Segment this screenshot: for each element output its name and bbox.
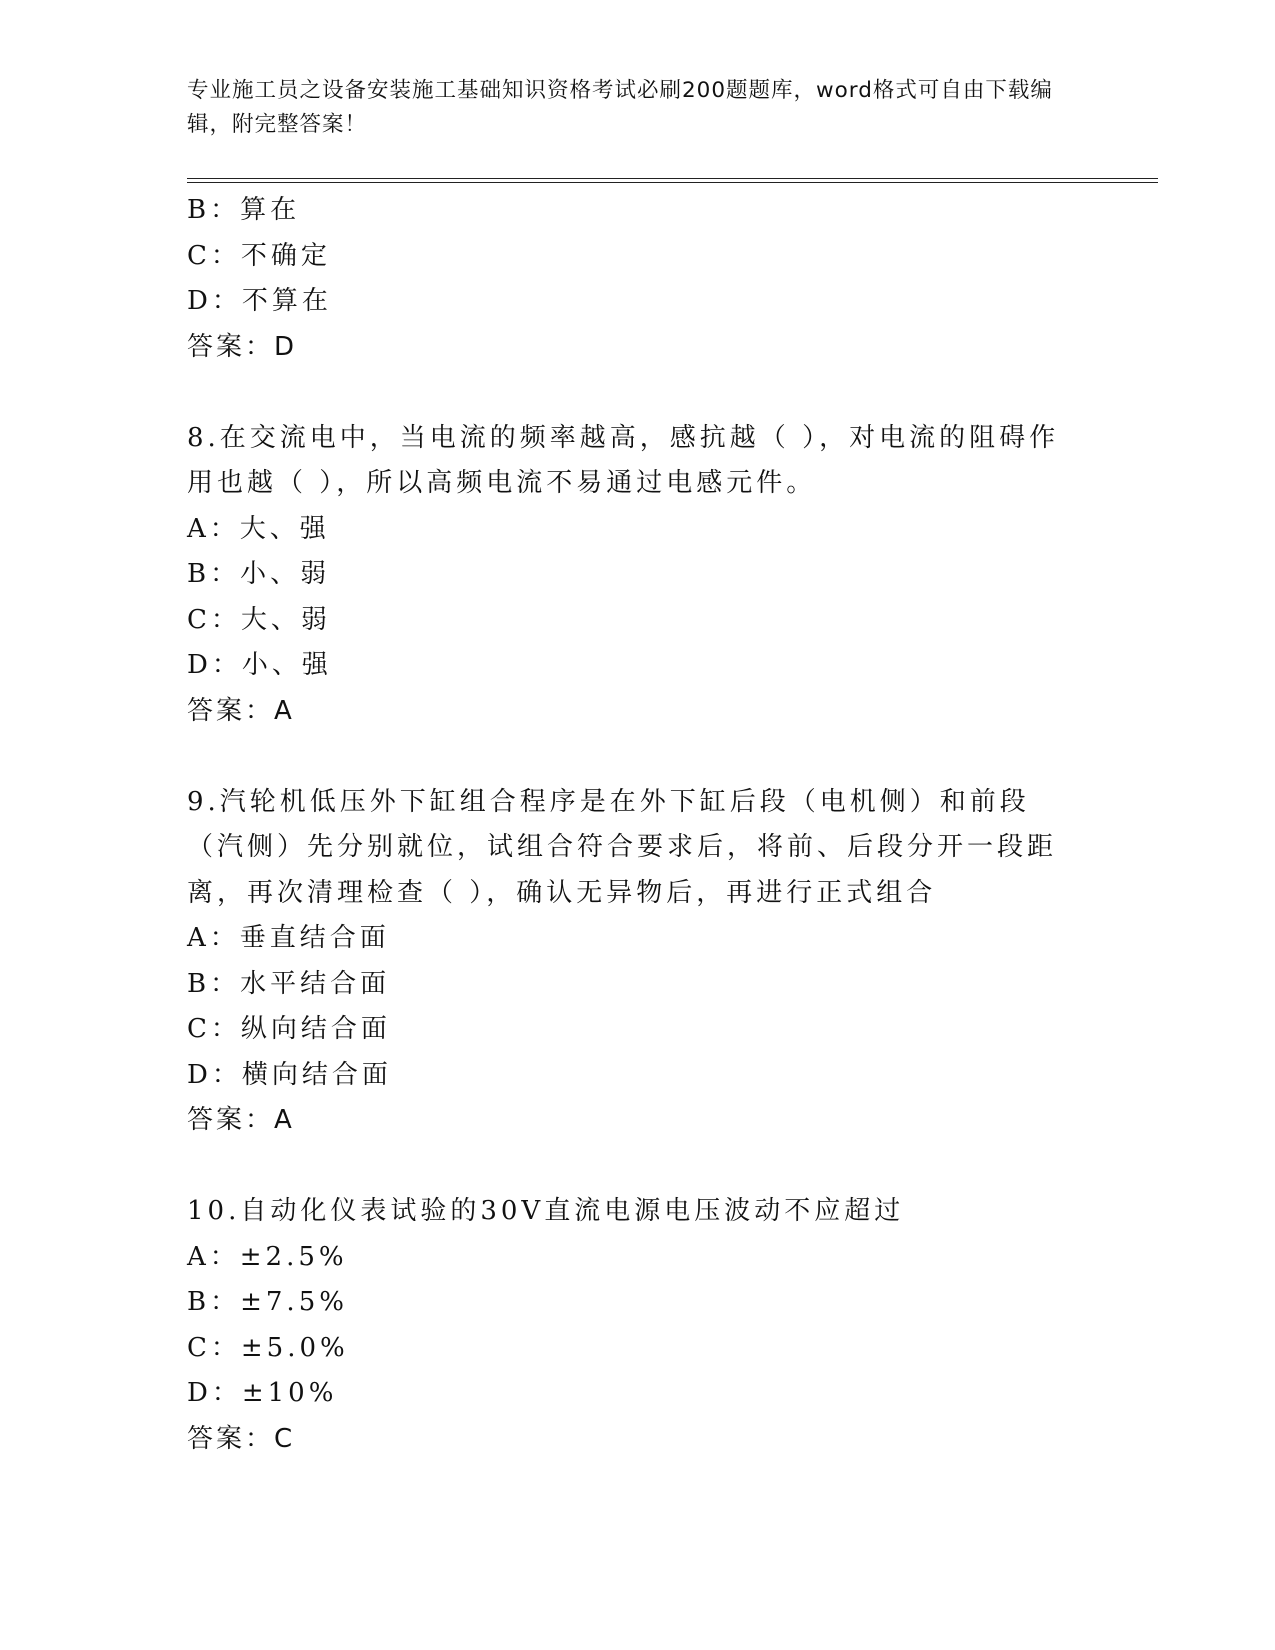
option-d: D：横向结合面 [187, 1059, 392, 1090]
option-b: B：小、弱 [187, 559, 331, 589]
option-b: B：±7.5% [187, 1287, 348, 1317]
spacer [187, 1144, 1087, 1190]
option-a: A：垂直结合面 [187, 923, 390, 953]
option-c: C：不确定 [187, 240, 331, 271]
question-9 [187, 780, 1087, 1144]
question-8 [187, 416, 1087, 735]
option-c: C：纵向结合面 [187, 1014, 391, 1044]
option-d: D：不算在 [187, 286, 332, 316]
option-c: C：大、弱 [187, 604, 331, 635]
option-a: A：大、强 [187, 513, 330, 544]
document-header: 专业施工员之设备安装施工基础知识资格考试必刷200题题库，word格式可自由下载编辑，附完整答案！ [187, 78, 1053, 137]
answer-line: 答案：A [187, 695, 295, 726]
spacer [187, 734, 1087, 780]
continued-question [187, 188, 1087, 370]
option-b: B：水平结合面 [187, 968, 391, 999]
option-b: B：算在 [187, 195, 301, 225]
option-d: D：小、强 [187, 650, 332, 680]
option-a: A：±2.5% [187, 1241, 348, 1272]
answer-line: 答案：D [187, 331, 298, 362]
answer-line: 答案：C [187, 1423, 296, 1454]
option-d: D：±10% [187, 1378, 338, 1408]
answer-line: 答案：A [187, 1105, 295, 1135]
question-stem: 8.在交流电中，当电流的频率越高，感抗越（ ），对电流的阻碍作用也越（ ），所以高频电流不易通过电感元件。 [187, 422, 1060, 498]
question-10 [187, 1189, 1087, 1462]
header-divider [187, 178, 1158, 183]
question-stem: 9.汽轮机低压外下缸组合程序是在外下缸后段（电机侧）和前段（汽侧）先分别就位，试组合符合要求后，将前、后段分开一段距离，再次清理检查（ ），确认无异物后，再进行正式组合 [187, 786, 1058, 908]
spacer [187, 370, 1087, 416]
question-list [187, 188, 1087, 1462]
option-c: C：±5.0% [187, 1332, 349, 1363]
question-stem: 10.自动化仪表试验的30V直流电源电压波动不应超过 [187, 1196, 905, 1226]
